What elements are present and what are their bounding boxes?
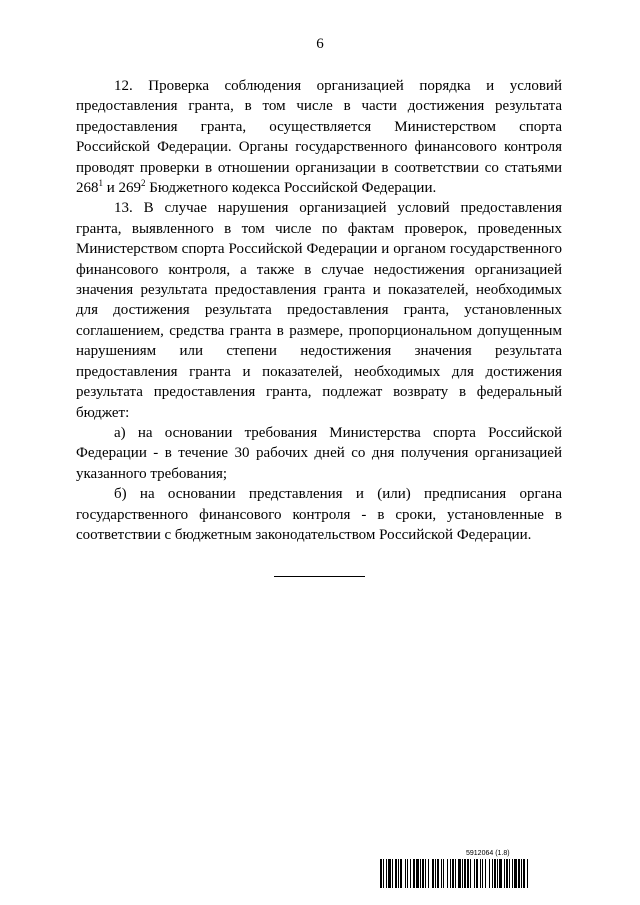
paragraph-12	[76, 76, 562, 198]
paragraph-12-text-end: Бюджетного кодекса Российской Федерации.	[145, 180, 437, 197]
paragraph-13-item-a: а) на основании требования Министерства спорта Российской Федерации - в течение 30 рабочих дней со дня получения организацией указанного требования;	[76, 424, 562, 482]
paragraph-12-text-mid: и 269	[103, 180, 142, 197]
article-268-superscript: 1	[98, 178, 103, 189]
document-barcode-block	[380, 850, 567, 888]
barcode-image	[380, 859, 567, 888]
paragraph-12-text-start: 12. Проверка соблюдения организацией порядка и условий предоставления гранта, в том числе в части достижения результата предоставления гранта, осуществляется Министерством спорта Российской Федерации. Органы государственного финансового контроля проводят проверки в отношении организации в соответствии со статьями 268	[76, 78, 562, 197]
end-of-document-line	[274, 576, 365, 577]
paragraph-13: 13. В случае нарушения организацией условий предоставления гранта, выявленного в том числе по фактам проверок, проведенных Министерством спорта Российской Федерации и органом государственного финансового контроля, а также в случае недостижения организацией значения результата предоставления гранта и показателей, необходимых для достижения результата предоставления гранта, установленных соглашением, средства гранта в размере, пропорциональном допущенным нарушениям или степени недостижения значения результата предоставления гранта и показателей, необходимых для достижения результата предоставления гранта, подлежат возврату в федеральный бюджет:	[76, 200, 562, 421]
paragraph-13-item-b: б) на основании представления и (или) предписания органа государственного финансового контроля - в сроки, установленные в соответствии с бюджетным законодательством Российской Федерации.	[76, 486, 562, 543]
document-body	[76, 76, 562, 545]
barcode-caption: 5912064 (1.8)	[466, 850, 510, 857]
page-number: 6	[316, 36, 324, 52]
article-269-superscript: 2	[141, 178, 146, 189]
